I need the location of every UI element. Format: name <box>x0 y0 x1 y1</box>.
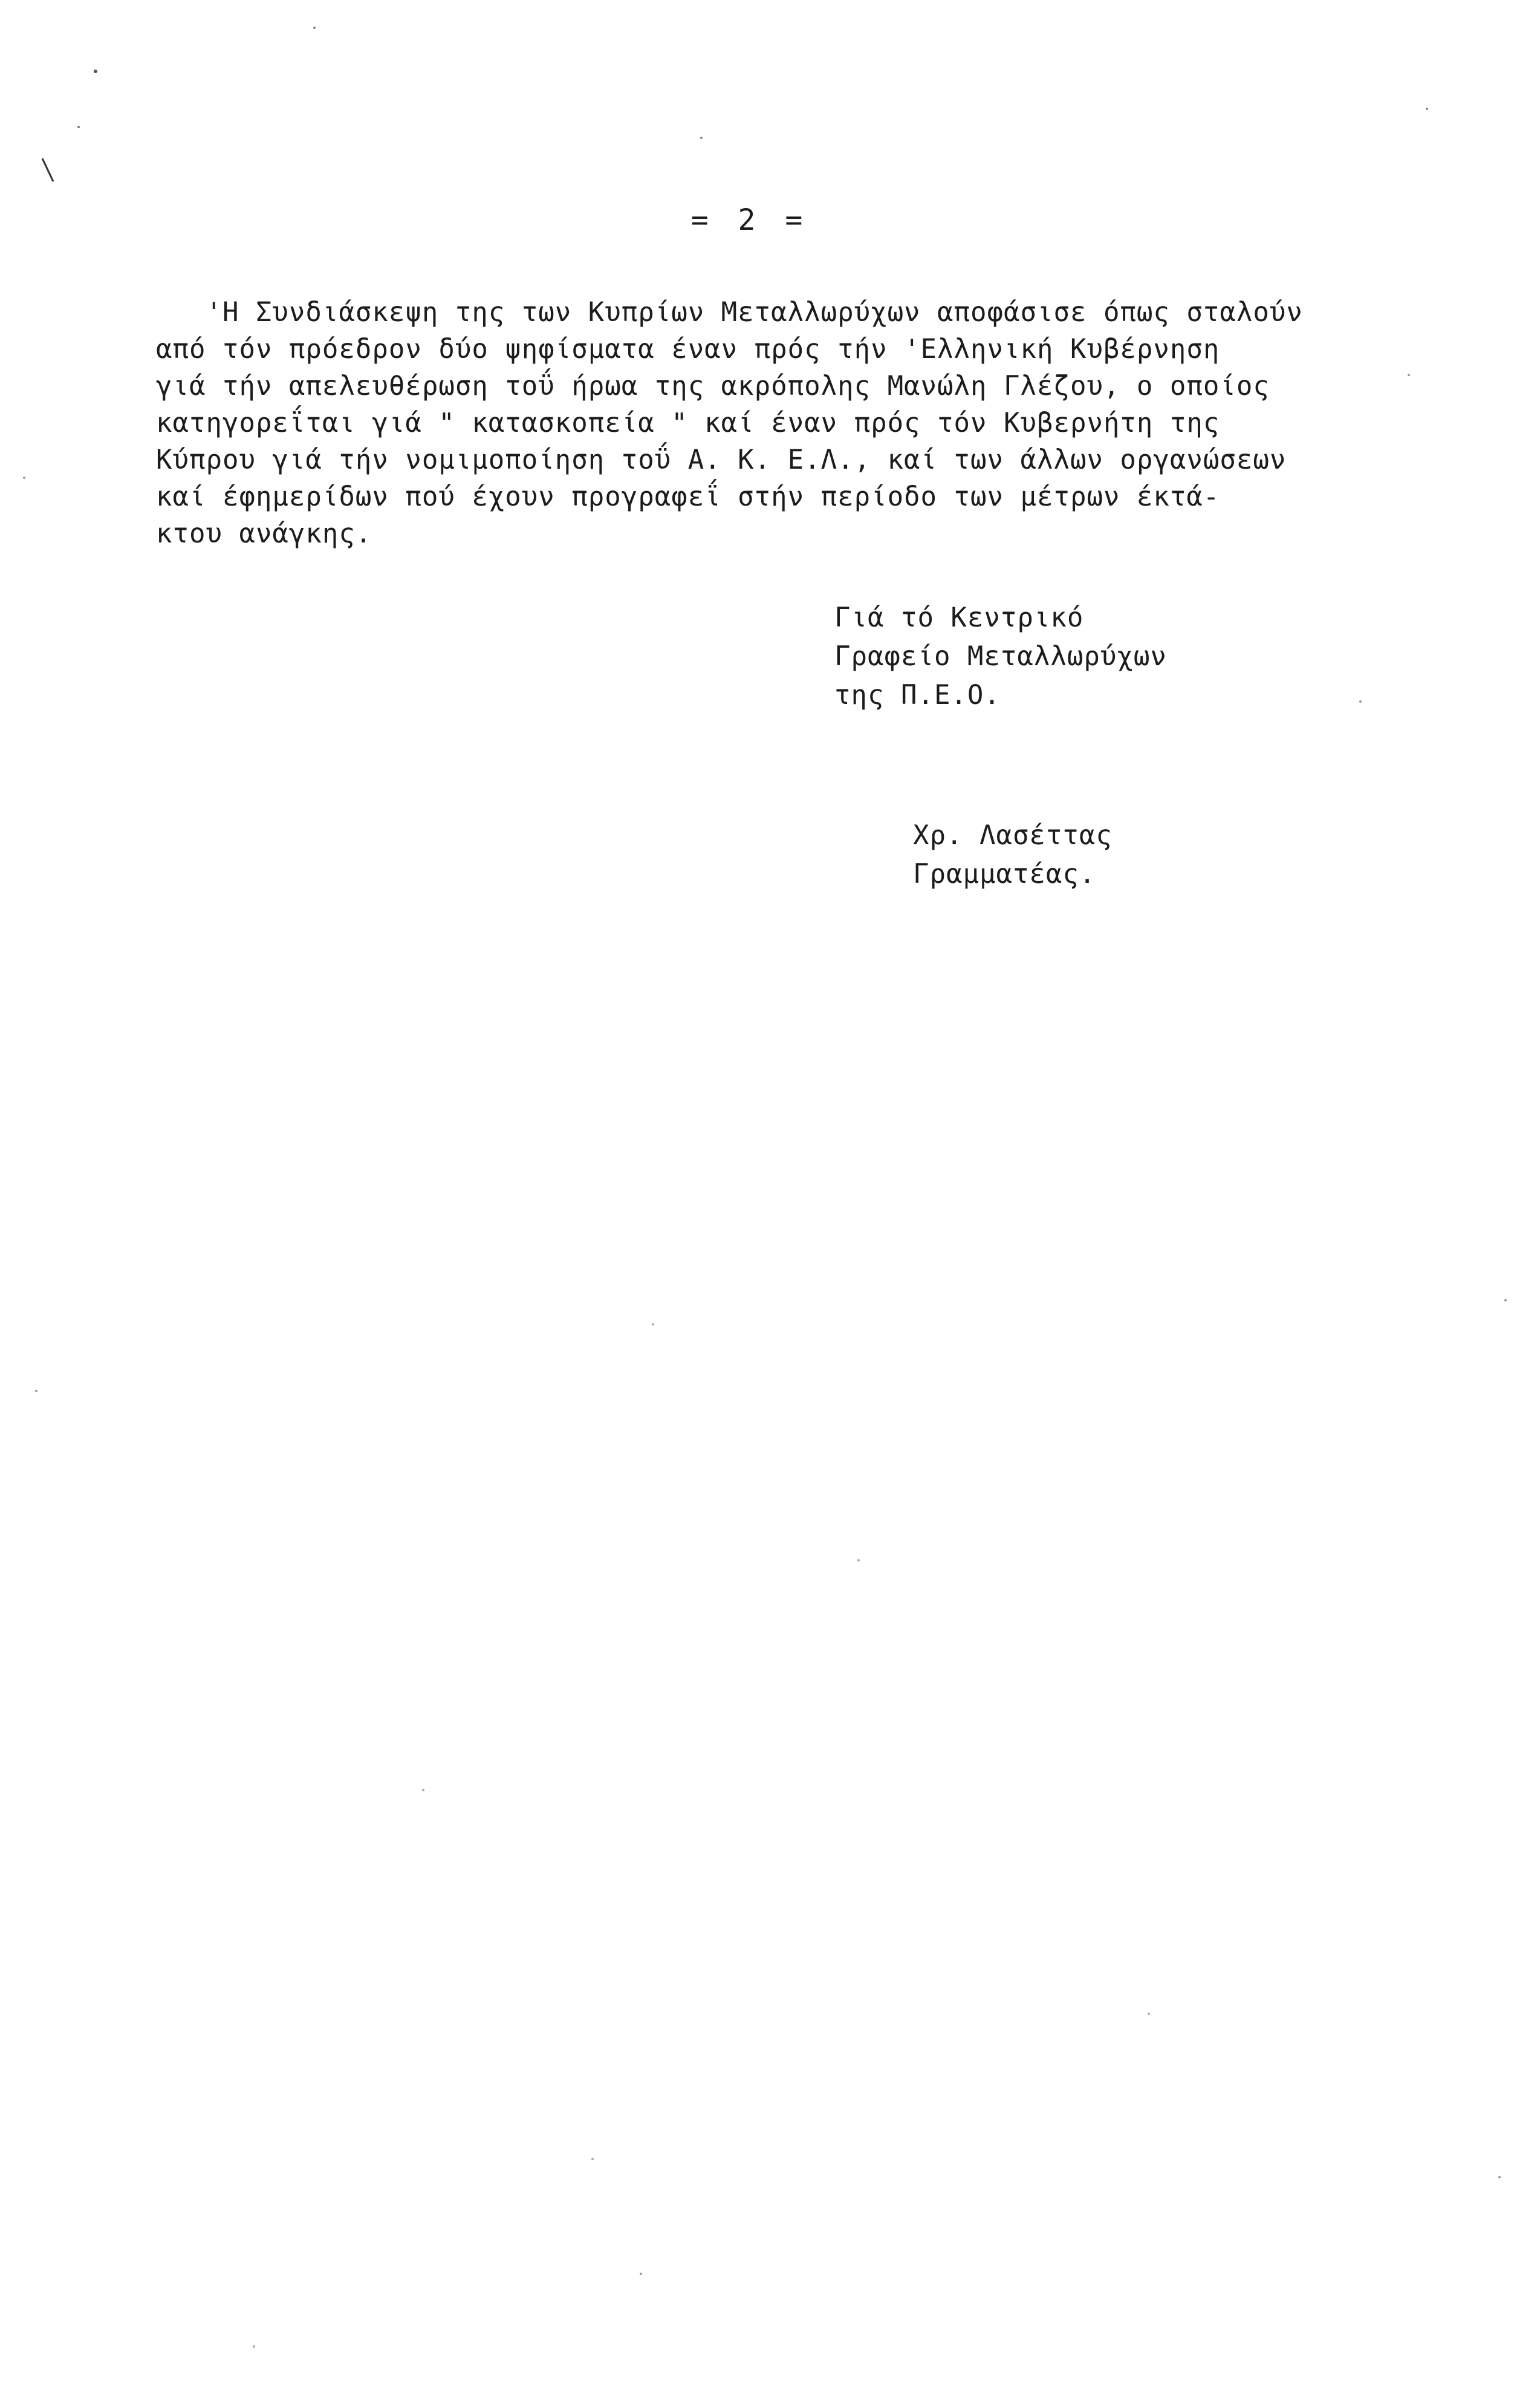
scan-speck <box>640 2273 642 2275</box>
body-line: κτου ανάγκης. <box>156 518 372 549</box>
scan-speck <box>1498 2176 1501 2178</box>
scan-mark <box>42 158 53 181</box>
signer-name: Χρ. Λασέττας <box>913 820 1113 851</box>
scan-speck <box>700 137 703 139</box>
scan-speck <box>1426 108 1428 110</box>
scan-speck <box>652 1323 654 1326</box>
signature-line: της Π.Ε.Ο. <box>834 680 1001 711</box>
scan-speck <box>1408 374 1410 376</box>
scan-speck <box>77 126 80 128</box>
signature-line: Γραφείο Μεταλλωρύχων <box>834 641 1167 672</box>
body-line: γιά τήν απελευθέρωση τοΰ ήρωα της ακρόπολης Μανώλη Γλέζου, ο οποίος <box>156 371 1270 402</box>
scan-speck <box>313 27 316 29</box>
scan-speck <box>94 70 97 73</box>
scan-speck <box>35 1390 37 1392</box>
scan-speck <box>857 1559 860 1561</box>
scan-speck <box>253 2345 255 2348</box>
body-line: καί έφημερίδων πού έχουν προγραφεΐ στήν περίοδο των μέτρων έκτά- <box>156 481 1220 512</box>
scan-speck <box>23 477 25 479</box>
body-line: από τόν πρόεδρον δύο ψηφίσματα έναν πρός τήν 'Ελληνική Κυβέρνηση <box>156 334 1220 365</box>
scan-speck <box>1359 700 1362 703</box>
signer-title: Γραμματέας. <box>913 859 1096 890</box>
scan-speck <box>1148 2013 1150 2015</box>
page-number: = 2 = <box>690 203 809 237</box>
body-line: κατηγορεΐται γιά " κατασκοπεία " καί έναν πρός τόν Κυβερνήτη της <box>156 408 1220 438</box>
scan-speck <box>422 1789 424 1791</box>
body-line: 'Η Συνδιάσκεψη της των Κυπρίων Μεταλλωρύχων αποφάσισε όπως σταλούν <box>156 297 1303 328</box>
body-line: Κύπρου γιά τήν νομιμοποίηση τοΰ Α. Κ. Ε.Λ., καί των άλλων οργανώσεων <box>156 444 1287 475</box>
scan-speck <box>1504 1299 1507 1301</box>
signature-line: Γιά τό Κεντρικό <box>834 602 1084 633</box>
scan-speck <box>591 2158 594 2160</box>
